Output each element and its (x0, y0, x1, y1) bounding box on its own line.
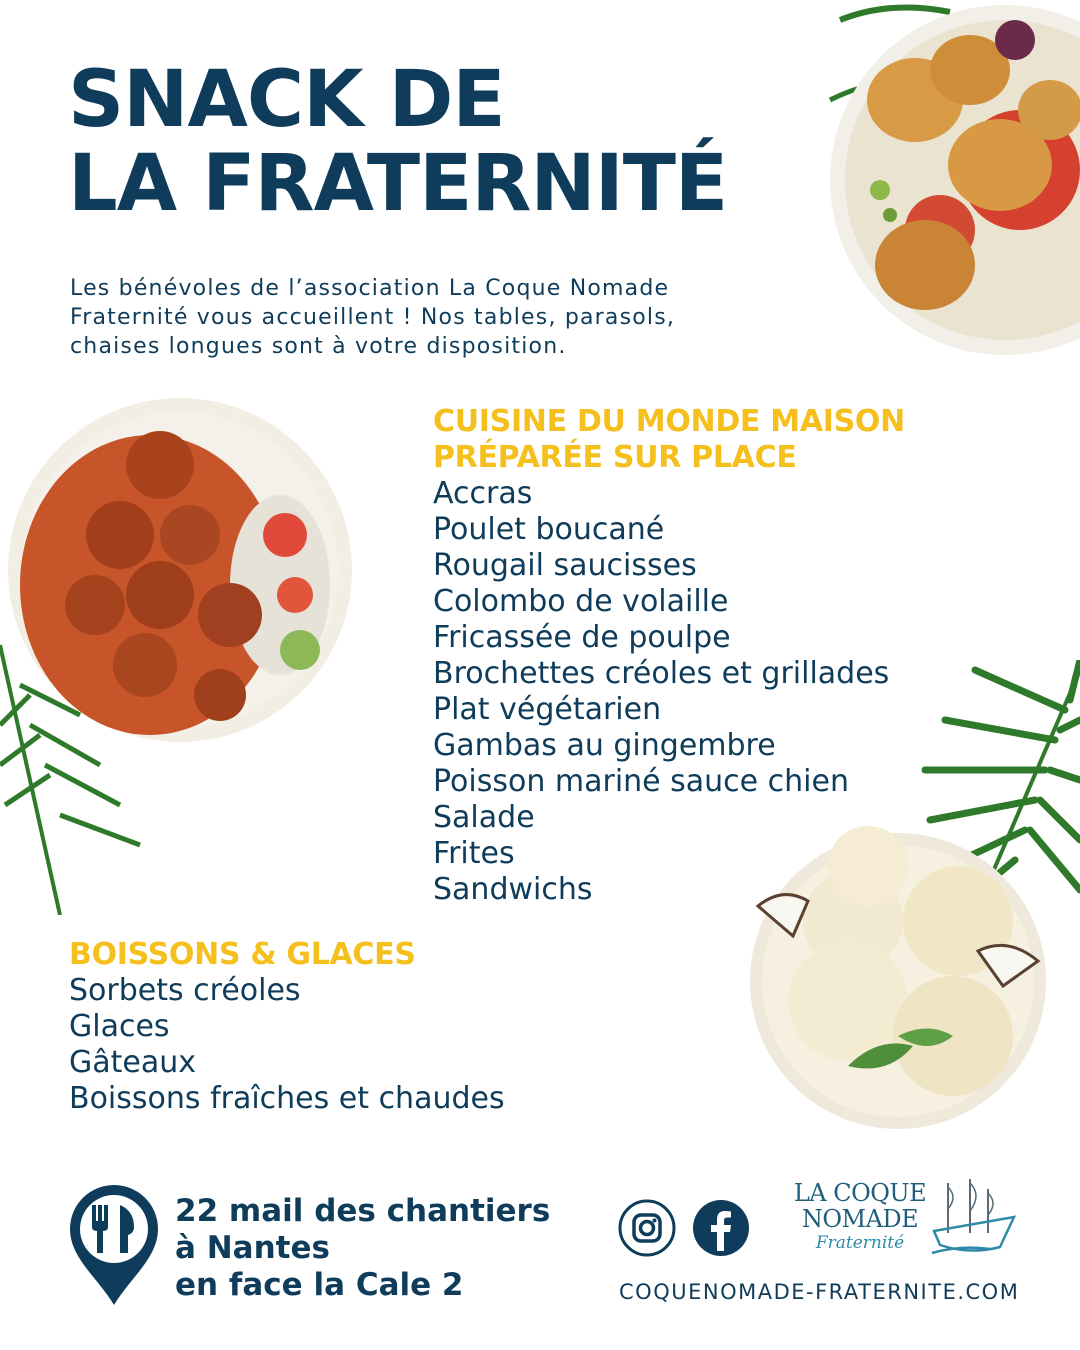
address-line-3: en face la Cale 2 (175, 1267, 464, 1303)
list-item: Poisson mariné sauce chien (433, 764, 849, 799)
brand-line-2: NOMADE (801, 1205, 919, 1233)
list-item: Gambas au gingembre (433, 728, 776, 763)
brand-line-3: Fraternité (815, 1233, 905, 1253)
list-item: Colombo de volaille (433, 584, 729, 619)
list-item: Fricassée de poulpe (433, 620, 731, 655)
cuisine-heading-line-1: CUISINE DU MONDE MAISON (433, 404, 905, 439)
facebook-icon[interactable] (692, 1199, 750, 1257)
address-line-1: 22 mail des chantiers (175, 1193, 551, 1229)
list-item: Brochettes créoles et grillades (433, 656, 890, 691)
list-item: Gâteaux (69, 1045, 197, 1080)
instagram-icon[interactable] (618, 1199, 676, 1257)
list-item: Sorbets créoles (69, 973, 301, 1008)
boissons-heading: BOISSONS & GLACES (69, 937, 416, 972)
intro-text: Les bénévoles de l’association La Coque Nomade Fraternité vous accueillent ! Nos tables, parasols, chaises longues sont à votre disposition. (70, 276, 676, 359)
boissons-section (69, 937, 669, 1117)
page-title (68, 55, 728, 229)
accras-bowl-photo (820, 0, 1080, 370)
list-item: Frites (433, 836, 515, 871)
ship-logo-icon (930, 1175, 1020, 1265)
cuisine-list (433, 476, 993, 908)
brand-logo (780, 1180, 940, 1254)
address (175, 1193, 550, 1304)
cuisine-heading-line-2: PRÉPARÉE SUR PLACE (433, 440, 797, 475)
list-item: Sandwichs (433, 872, 593, 907)
rougail-bowl-photo (0, 395, 360, 915)
location-pin-cutlery-icon (68, 1183, 160, 1307)
list-item: Poulet boucané (433, 512, 665, 547)
address-line-2: à Nantes (175, 1230, 330, 1266)
list-item: Glaces (69, 1009, 170, 1044)
title-line-1: SNACK DE (68, 55, 505, 145)
list-item: Boissons fraîches et chaudes (69, 1081, 505, 1116)
title-line-2: LA FRATERNITÉ (68, 139, 728, 229)
list-item: Salade (433, 800, 535, 835)
cuisine-section (433, 404, 993, 908)
list-item: Plat végétarien (433, 692, 662, 727)
boissons-list (69, 973, 669, 1117)
brand-line-1: LA COQUE (793, 1179, 927, 1207)
website-link[interactable]: COQUENOMADE-FRATERNITE.COM (619, 1280, 1020, 1304)
list-item: Rougail saucisses (433, 548, 697, 583)
list-item: Accras (433, 476, 533, 511)
